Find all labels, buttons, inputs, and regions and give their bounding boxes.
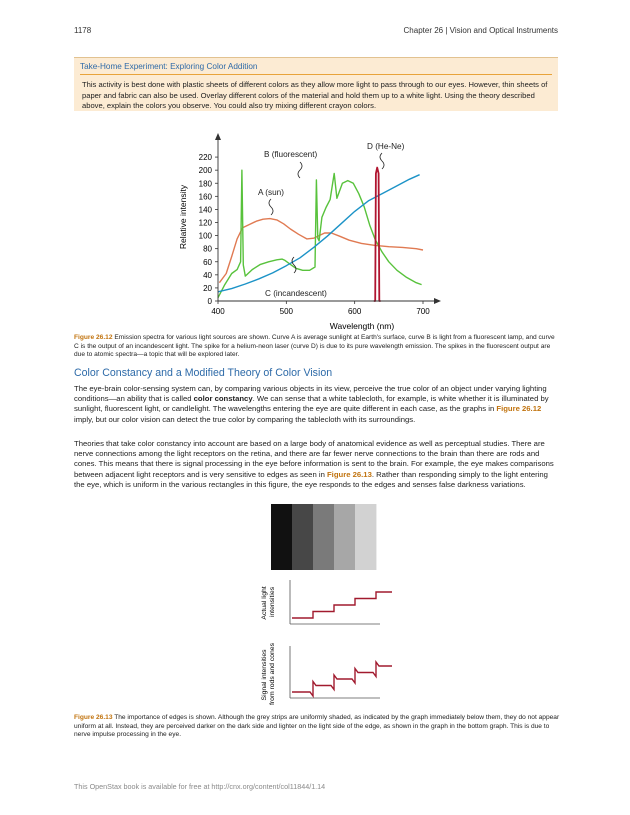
grey-strip [313, 504, 334, 570]
svg-text:Signal intensities from ro [261, 642, 276, 705]
figure-caption-text: The importance of edges is shown. Although the grey strips are uniformly shaded, as indicated by the graph immediately below them, they do not appear uniform at all. Instead, they are perceived darker on the dark side and lighter on the light side of the edge, as shown in the graph in the bottom graph. This is due to nerve impulse processing in the eye. [74, 714, 560, 739]
y-tick-label: 20 [203, 283, 212, 293]
figure-label: Figure 26.13 [74, 714, 113, 721]
figure-26-13-link[interactable]: Figure 26.13 [326, 469, 372, 479]
y-tick-label: 180 [198, 179, 212, 189]
paragraph-text: imply, but our color vision can detect the true color by comparing the tablecloth with its surroundings. [74, 414, 416, 424]
graph2-label: from rods and cones [269, 643, 276, 705]
paragraph-text: Theories that take color constancy into account are based on a large body of anatomical evidence as well as perceptual studies. There are nerve connections among the light receptors on the retina, and there are far fewer nerve connections to the brain than there are rods and cones. This means that there is signal processing in the eye before information is sent to the brain. For example, the eye makes comparisons between adjacent light receptors and is very sensitive to edges as seen in [74, 439, 554, 479]
y-tick-label: 100 [198, 231, 212, 241]
feature-body: This activity is best done with plastic sheets of different colors as they allow more light to pass through to our eyes. However, thin sheets of paper and fabric can also be used. Overlay different colors of the material and hold them up to a white light. Using the theory described above, explain the colors you observe. You could also try mixing different crayon colors. [82, 80, 548, 111]
grey-strip [355, 504, 376, 570]
graph1-label: Actual light [261, 586, 268, 620]
y-tick-label: 0 [207, 297, 212, 306]
y-tick-label: 220 [198, 153, 212, 163]
key-term: color constancy [193, 394, 253, 404]
paragraph-theories [74, 439, 560, 490]
paragraph-text: The eye-brain color-sensing system can, by comparing various objects in its view, perceive the true color of an object under varying lighting conditions—an ability that is called [74, 384, 547, 404]
feature-title: Take-Home Experiment: Exploring Color Addition [80, 62, 552, 75]
y-tick-label: 140 [198, 205, 212, 215]
x-tick-label: 700 [416, 307, 430, 316]
grey-strip [292, 504, 313, 570]
figure-caption-text: Emission spectra for various light sources are shown. Curve A is average sunlight at Earth's surface, curve B is light from a fluorescent lamp, and curve C is the output of an incandescent light. The spike for a helium-neon laser (curve D) is due to its pure wavelength emission. The spikes in the fluorescent output are due to atomic spectra—a topic that will be explored later. [74, 334, 555, 359]
y-tick-label: 160 [198, 192, 212, 202]
y-tick-label: 60 [203, 257, 212, 267]
page-number: 1178 [74, 26, 92, 35]
grey-strip [271, 504, 292, 570]
figure-label: Figure 26.12 [74, 334, 113, 341]
y-tick-label: 40 [203, 270, 212, 280]
x-tick-label: 600 [347, 307, 362, 316]
y-tick-label: 80 [203, 244, 212, 254]
paragraph-text: . Rather than responding simply to the light entering the eye, which is uniform in the various rectangles in this figure, the eye responds to the edges and senses false darkness variations. [74, 469, 548, 489]
graph2-label: Signal intensities [261, 649, 268, 701]
annotation-incandescent: C (incandescent) [265, 289, 327, 298]
figure-26-13-caption [74, 714, 560, 740]
annotation-sun: A (sun) [258, 188, 284, 197]
x-tick-label: 500 [279, 307, 294, 316]
annotation-he-ne-leader [380, 153, 384, 169]
y-tick-label: 200 [198, 166, 212, 176]
edge-perception-figure [246, 500, 392, 712]
grey-strip [334, 504, 355, 570]
figure-26-12-link[interactable]: Figure 26.12 [496, 404, 542, 414]
paragraph-text: . We can sense that a white tablecloth, for example, is white whether it is illuminated by sunlight, fluorescent light, or candlelight. The wavelengths entering the eye are quite different in each case, as the graphs in [74, 394, 549, 414]
figure-26-12-caption [74, 334, 560, 360]
annotation-fluorescent: B (fluorescent) [264, 150, 318, 159]
footer-note: This OpenStax book is available for free at http://cnx.org/content/col11844/1.14 [74, 782, 326, 791]
take-home-experiment-box [74, 57, 558, 111]
chart-x-axis-label: Wavelength (nm) [329, 321, 395, 331]
annotation-incandescent-leader [292, 257, 296, 273]
chart-y-axis-label: Relative intensity [178, 184, 188, 250]
series-line-he-ne [374, 168, 381, 301]
annotation-sun-leader [269, 199, 273, 215]
svg-text:Actual light intensities [261, 584, 276, 619]
emission-spectra-chart [74, 122, 558, 332]
annotation-he-ne: D (He-Ne) [367, 142, 405, 151]
actual-intensity-line [292, 592, 392, 618]
chapter-title: Chapter 26 | Vision and Optical Instruments [403, 26, 558, 35]
x-axis-arrow [434, 298, 441, 304]
x-tick-label: 400 [211, 307, 225, 316]
y-axis-arrow [215, 133, 221, 140]
section-heading: Color Constancy and a Modified Theory of Color Vision [74, 367, 333, 379]
y-tick-label: 120 [198, 218, 212, 228]
paragraph-color-constancy [74, 384, 560, 425]
annotation-fluorescent-leader [298, 162, 302, 178]
signal-intensity-line [292, 662, 392, 696]
graph1-label: intensities [269, 586, 276, 618]
